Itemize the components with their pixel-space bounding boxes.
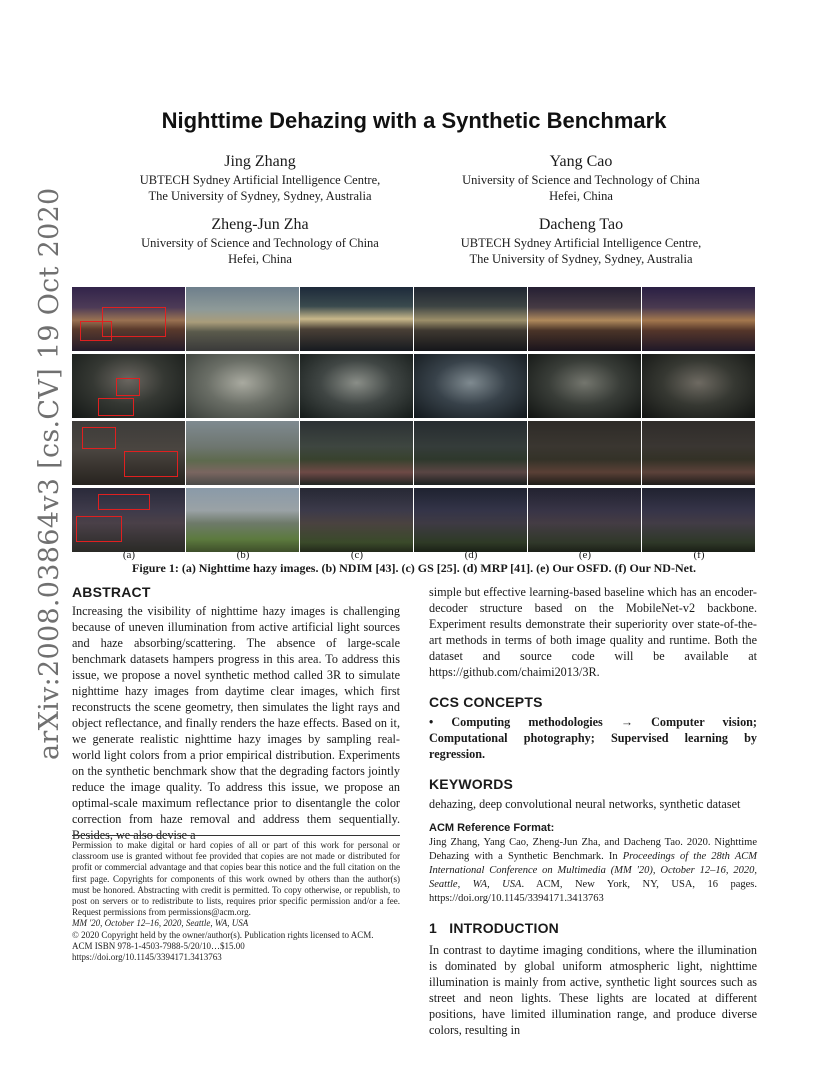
author-name: Jing Zhang [224,153,296,170]
permission-notice [72,840,400,963]
figure-image-hazy-canal [72,287,185,351]
figure-image-ndnet-road [642,421,755,485]
figure-image-hazy-road [72,421,185,485]
figure-image-gs-canal [300,287,413,351]
intro-heading: 1 INTRODUCTION [429,920,559,936]
author-block [416,215,746,267]
figure-image-mrp-canal [414,287,527,351]
keywords-heading: KEYWORDS [429,776,514,792]
figure-image-osfd-street [528,354,641,418]
figure-image-ndim-sign [186,488,299,552]
figure-sublabel: (c) [350,549,364,561]
author-affiliation: UBTECH Sydney Artificial Intelligence Centre, [139,173,381,187]
acm-ref-heading: ACM Reference Format: [429,822,555,834]
author-name: Yang Cao [549,153,613,170]
figure-image-hazy-street [72,354,185,418]
author-block [95,215,425,267]
arxiv-id: arXiv:2008.03864v3 [cs.CV] 19 Oct 2020 [34,187,65,760]
figure-image-mrp-road [414,421,527,485]
figure-image-osfd-sign [528,488,641,552]
figure-image-mrp-sign [414,488,527,552]
figure-sublabel: (e) [578,549,592,561]
author-affiliation: UBTECH Sydney Artificial Intelligence Centre, [460,236,702,250]
author-affiliation: The University of Sydney, Sydney, Australia [148,189,372,203]
arxiv-stamp [16,187,65,760]
figure-image-osfd-road [528,421,641,485]
figure-image-hazy-sign [72,488,185,552]
figure-image-ndim-canal [186,287,299,351]
abstract-heading: ABSTRACT [72,584,151,600]
author-name: Zheng-Jun Zha [211,216,309,233]
figure-image-ndnet-canal [642,287,755,351]
acm-ref-part: . ACM, New York, NY, USA, 16 pages. https://doi.org/10.1145/3394171.3413763 [429,879,757,904]
keywords-text: dehazing, deep convolutional neural networks, synthetic dataset [429,797,741,811]
footnote-rule [72,835,400,836]
abstract-section [72,584,400,843]
author-affiliation: University of Science and Technology of China [462,173,700,187]
author-affiliation: University of Science and Technology of China [141,236,379,250]
figure-sublabel: (d) [464,549,478,561]
figure-sublabel: (a) [122,549,136,561]
ccs-text: • Computing methodologies → Computer vision; Computational photography; Supervised learning by regression. [429,715,757,761]
figure-sublabel: (f) [693,549,705,561]
acm-ref-proceedings: Proceedings of the 28th ACM International Conference on Multimedia (MM '20), October 12–16, 2020, Seattle, WA, USA [429,851,758,890]
paper-title: Nighttime Dehazing with a Synthetic Benchmark [161,108,667,133]
copyright-line: © 2020 Copyright held by the owner/author(s). Publication rights licensed to ACM. [72,929,374,940]
author-block [95,152,425,204]
figure-caption: Figure 1: (a) Nighttime hazy images. (b) NDIM [43]. (c) GS [25]. (d) MRP [41]. (e) Our OSFD. (f) Our ND-Net. [132,561,696,575]
figure-image-ndnet-street [642,354,755,418]
figure-image-gs-street [300,354,413,418]
figure-image-ndnet-sign [642,488,755,552]
figure-image-ndim-road [186,421,299,485]
figure-sublabel: (b) [236,549,250,561]
permission-text: Permission to make digital or hard copies of all or part of this work for personal or classroom use is granted without fee provided that copies are not made or distributed for profit or commercial advantage and that copies bear this notice and the full citation on the first page. Copyrights for components of this work owned by others than the author(s) must be honored. Abstracting with credit is permitted. To copy otherwise, or republish, to post on servers or to redistribute to lists, requires prior specific permission and/or a fee. Request permissions from permissions@acm.org. [72,840,400,918]
figure-image-mrp-street [414,354,527,418]
figure-image-gs-road [300,421,413,485]
figure-1-grid [72,287,756,551]
author-affiliation: Hefei, China [228,252,292,266]
figure-image-osfd-canal [528,287,641,351]
acm-ref-text [429,836,757,906]
right-column [429,584,757,1038]
abstract-text: Increasing the visibility of nighttime hazy images is challenging because of uneven illumination from active artificial light sources and haze absorbing/scattering. The absence of large-scale benchmark datasets hampers progress in this area. To address this issue, we propose a novel synthetic method called 3R to simulate nighttime hazy images from daytime clear images, which first reconstructs the scene geometry, then simulates the light rays and object reflectance, and finally renders the haze effects. Based on it, we generate realistic nighttime hazy images by sampling real-world light colors from a prior empirical distribution. Experiments on the synthetic benchmark show that the degrading factors jointly reduce the image quality. To address this issue, we propose an optimal-scale maximum reflectance prior to disentangle the color correction from haze removal and address them sequentially. Besides, we also devise a [72,604,400,842]
abstract-continued: simple but effective learning-based baseline which has an encoder-decoder structure based on the MobileNet-v2 backbone. Experiment results demonstrate their superiority over state-of-the-art methods in terms of both image quality and runtime. Both the dataset and source code will be available at https://github.com/chaimi2013/3R. [429,585,757,679]
venue-line: MM '20, October 12–16, 2020, Seattle, WA, USA [72,918,249,929]
acm-ref-part: Jing Zhang, Yang Cao, Zheng-Jun Zha, and Dacheng Tao. 2020. Nighttime Dehazing with a Synthetic Benchmark. In [429,837,757,862]
author-name: Dacheng Tao [538,216,624,233]
isbn-line: ACM ISBN 978-1-4503-7988-5/20/10…$15.00 [72,940,245,951]
doi-line: https://doi.org/10.1145/3394171.3413763 [72,952,222,963]
ccs-heading: CCS CONCEPTS [429,694,543,710]
figure-image-gs-sign [300,488,413,552]
intro-text: In contrast to daytime imaging conditions, where the illumination is dominated by global uniform atmospheric light, nighttime illumination is mainly from active, synthetic light sources such as street and neon lights. These lights are located at different positions, have limited illumination range, and produce diverse colors, resulting in [429,943,757,1037]
author-affiliation: Hefei, China [549,189,613,203]
author-block [416,152,746,204]
author-affiliation: The University of Sydney, Sydney, Australia [469,252,693,266]
figure-image-ndim-street [186,354,299,418]
